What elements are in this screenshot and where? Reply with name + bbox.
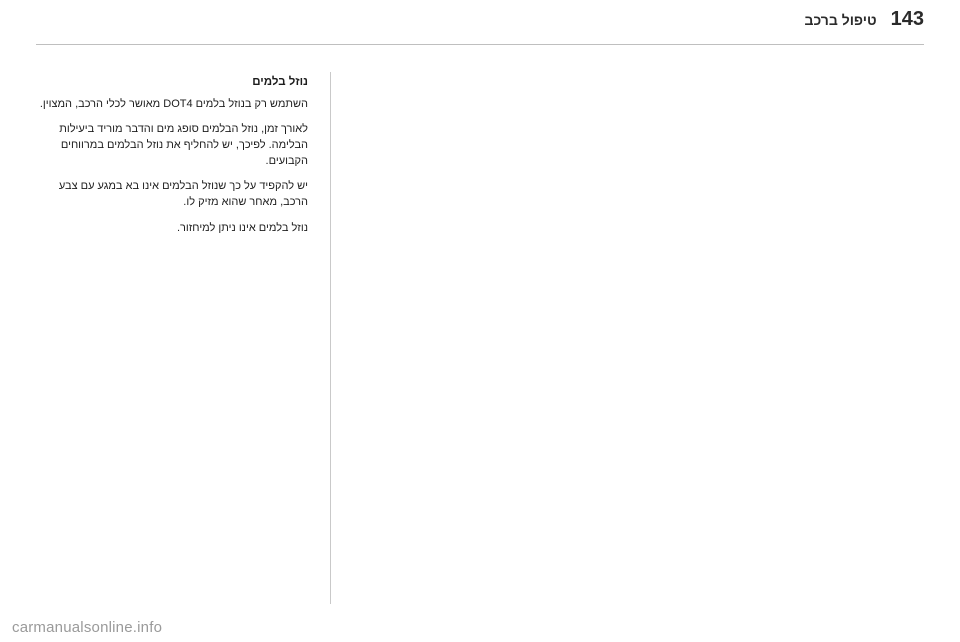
text-column bbox=[36, 74, 308, 236]
body-paragraph: השתמש רק בנוזל בלמים DOT4 מאושר לכלי הרכב, המצוין. bbox=[39, 97, 308, 110]
body-paragraph: יש להקפיד על כך שנוזל הבלמים אינו בא במגע עם צבע הרכב, מאחר שהוא מזיק לו. bbox=[58, 180, 308, 209]
column-divider bbox=[330, 72, 331, 604]
site-watermark: carmanualsonline.info bbox=[12, 619, 163, 636]
header-title: טיפול ברכב bbox=[804, 12, 877, 28]
header-divider bbox=[36, 44, 924, 45]
body-paragraph: לאורך זמן, נוזל הבלמים סופג מים והדבר מוריד ביעילות הבלימה. לפיכך, יש להחליף את נוזל הבלמים במרווחים הקבועים. bbox=[59, 122, 308, 168]
body-paragraph: נוזל בלמים אינו ניתן למיחזור. bbox=[176, 221, 308, 234]
page-header bbox=[36, 8, 924, 44]
section-heading: נוזל בלמים bbox=[252, 76, 308, 88]
page-number: 143 bbox=[890, 8, 924, 30]
